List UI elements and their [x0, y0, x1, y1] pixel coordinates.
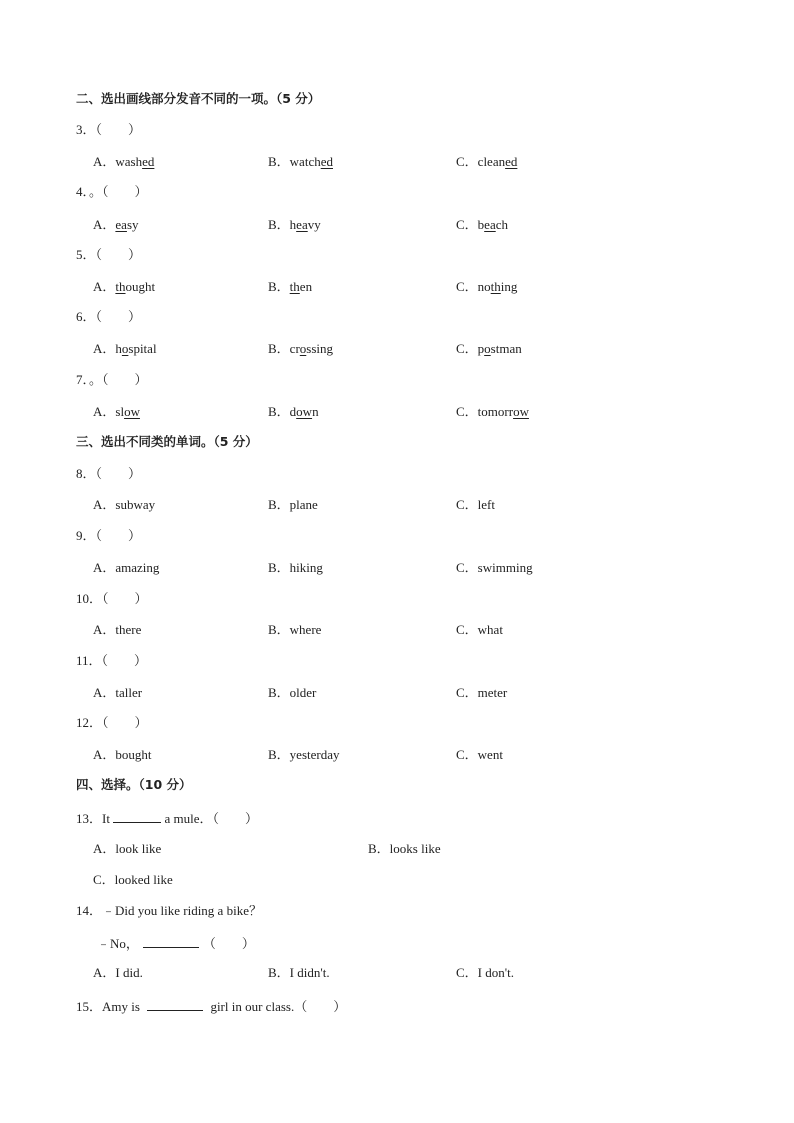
- question-8-option-b[interactable]: B．plane: [268, 497, 318, 512]
- question-8-option-a[interactable]: A．subway: [93, 497, 156, 512]
- question-11-option-c[interactable]: C．meter: [456, 685, 508, 700]
- question-15-stem: 15．Amy is girl in our class.（ ）: [76, 996, 794, 1016]
- question-13-option-a[interactable]: A．look like: [93, 841, 162, 856]
- question-10-stem: 10．（ ）: [76, 591, 148, 606]
- question-11-stem: 11．（ ）: [76, 653, 148, 668]
- question-7-stem: 7．。（ ）: [76, 372, 148, 387]
- question-6-stem: 6．（ ）: [76, 309, 142, 324]
- question-14-option-c[interactable]: C．I don't.: [456, 965, 514, 980]
- question-4-option-b[interactable]: B．heavy: [268, 217, 321, 232]
- question-3-option-c[interactable]: C．cleaned: [456, 154, 518, 169]
- question-11-option-b[interactable]: B．older: [268, 685, 317, 700]
- answer-blank[interactable]: [143, 933, 199, 948]
- question-12-stem: 12．（ ）: [76, 715, 148, 730]
- question-7-option-c[interactable]: C．tomorrow: [456, 404, 529, 419]
- question-10-option-b[interactable]: B．where: [268, 622, 322, 637]
- section-2-heading: 二、选出画线部分发音不同的一项。（5 分）: [76, 91, 321, 106]
- question-12-option-c[interactable]: C．went: [456, 747, 503, 762]
- section-3-heading: 三、选出不同类的单词。（5 分）: [76, 434, 258, 449]
- question-13-option-b[interactable]: B．looks like: [368, 841, 441, 856]
- question-9-option-a[interactable]: A．amazing: [93, 560, 160, 575]
- question-13-stem: 13．It a mule．（ ）: [76, 808, 794, 828]
- question-14-option-a[interactable]: A．I did.: [93, 965, 143, 980]
- question-4-option-a[interactable]: A．easy: [93, 217, 139, 232]
- question-6-option-b[interactable]: B．crossing: [268, 341, 334, 356]
- question-10-option-c[interactable]: C．what: [456, 622, 503, 637]
- answer-blank[interactable]: [113, 808, 161, 823]
- question-12-option-b[interactable]: B．yesterday: [268, 747, 340, 762]
- question-14-option-b[interactable]: B．I didn't.: [268, 965, 330, 980]
- question-14-stem: 14．﹣Did you like riding a bike？: [76, 903, 262, 918]
- question-8-stem: 8．（ ）: [76, 466, 142, 481]
- question-7-option-b[interactable]: B．down: [268, 404, 319, 419]
- question-5-stem: 5．（ ）: [76, 247, 142, 262]
- question-8-option-c[interactable]: C．left: [456, 497, 495, 512]
- question-9-stem: 9．（ ）: [76, 528, 142, 543]
- question-3-stem: 3．（ ）: [76, 122, 142, 137]
- question-11-option-a[interactable]: A．taller: [93, 685, 143, 700]
- question-13-option-c[interactable]: C．looked like: [93, 872, 173, 887]
- question-14-reply: ﹣No， （ ）: [97, 933, 255, 953]
- section-4-heading: 四、选择。（10 分）: [76, 777, 192, 792]
- answer-blank[interactable]: [147, 996, 203, 1011]
- question-12-option-a[interactable]: A．bought: [93, 747, 152, 762]
- question-9-option-b[interactable]: B．hiking: [268, 560, 323, 575]
- question-4-stem: 4．。（ ）: [76, 184, 148, 199]
- question-7-option-a[interactable]: A．slow: [93, 404, 140, 419]
- question-4-option-c[interactable]: C．beach: [456, 217, 508, 232]
- question-5-option-c[interactable]: C．nothing: [456, 279, 518, 294]
- question-3-option-b[interactable]: B．watched: [268, 154, 333, 169]
- question-9-option-c[interactable]: C．swimming: [456, 560, 533, 575]
- question-6-option-a[interactable]: A．hospital: [93, 341, 157, 356]
- question-5-option-a[interactable]: A．thought: [93, 279, 156, 294]
- question-10-option-a[interactable]: A．there: [93, 622, 142, 637]
- question-6-option-c[interactable]: C．postman: [456, 341, 522, 356]
- question-3-option-a[interactable]: A．washed: [93, 154, 155, 169]
- question-5-option-b[interactable]: B．then: [268, 279, 313, 294]
